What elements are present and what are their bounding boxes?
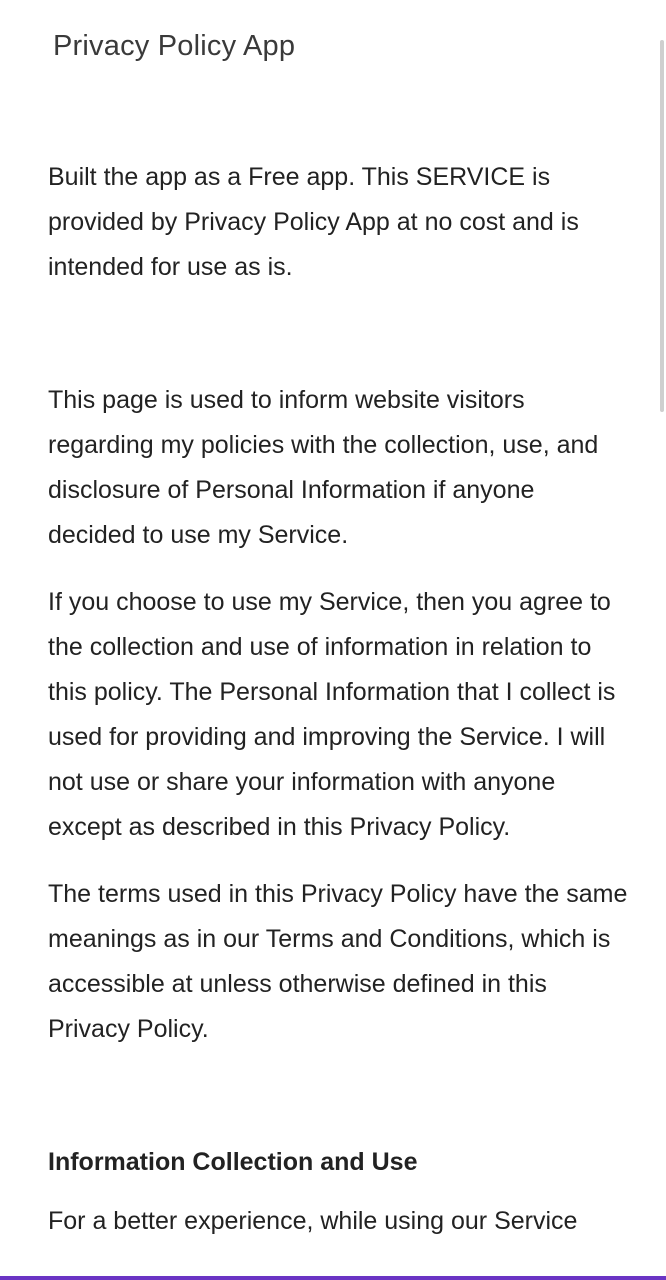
scrollbar[interactable] bbox=[660, 0, 666, 1280]
paragraph-consent: If you choose to use my Service, then you agree to the collection and use of information in relation to this policy. The Personal Information that I collect is used for providing and improving the Service. I will not use or share your information with anyone except as described in this Privacy Policy. bbox=[48, 588, 616, 841]
bottom-accent-bar bbox=[0, 1276, 666, 1280]
page-title: Privacy Policy App bbox=[53, 30, 296, 62]
paragraph-experience: For a better experience, while using our Service bbox=[48, 1207, 578, 1235]
scrollbar-thumb[interactable] bbox=[660, 40, 664, 412]
paragraph-intro: Built the app as a Free app. This SERVICE is provided by Privacy Policy App at no cost and is intended for use as is. bbox=[48, 163, 579, 281]
paragraph-purpose: This page is used to inform website visitors regarding my policies with the collection, use, and disclosure of Personal Information if anyone decided to use my Service. bbox=[48, 386, 599, 549]
section-heading-information-collection: Information Collection and Use bbox=[48, 1148, 418, 1176]
paragraph-terms: The terms used in this Privacy Policy have the same meanings as in our Terms and Conditions, which is accessible at unless otherwise defined in this Privacy Policy. bbox=[48, 880, 628, 1043]
policy-content bbox=[48, 155, 628, 1244]
